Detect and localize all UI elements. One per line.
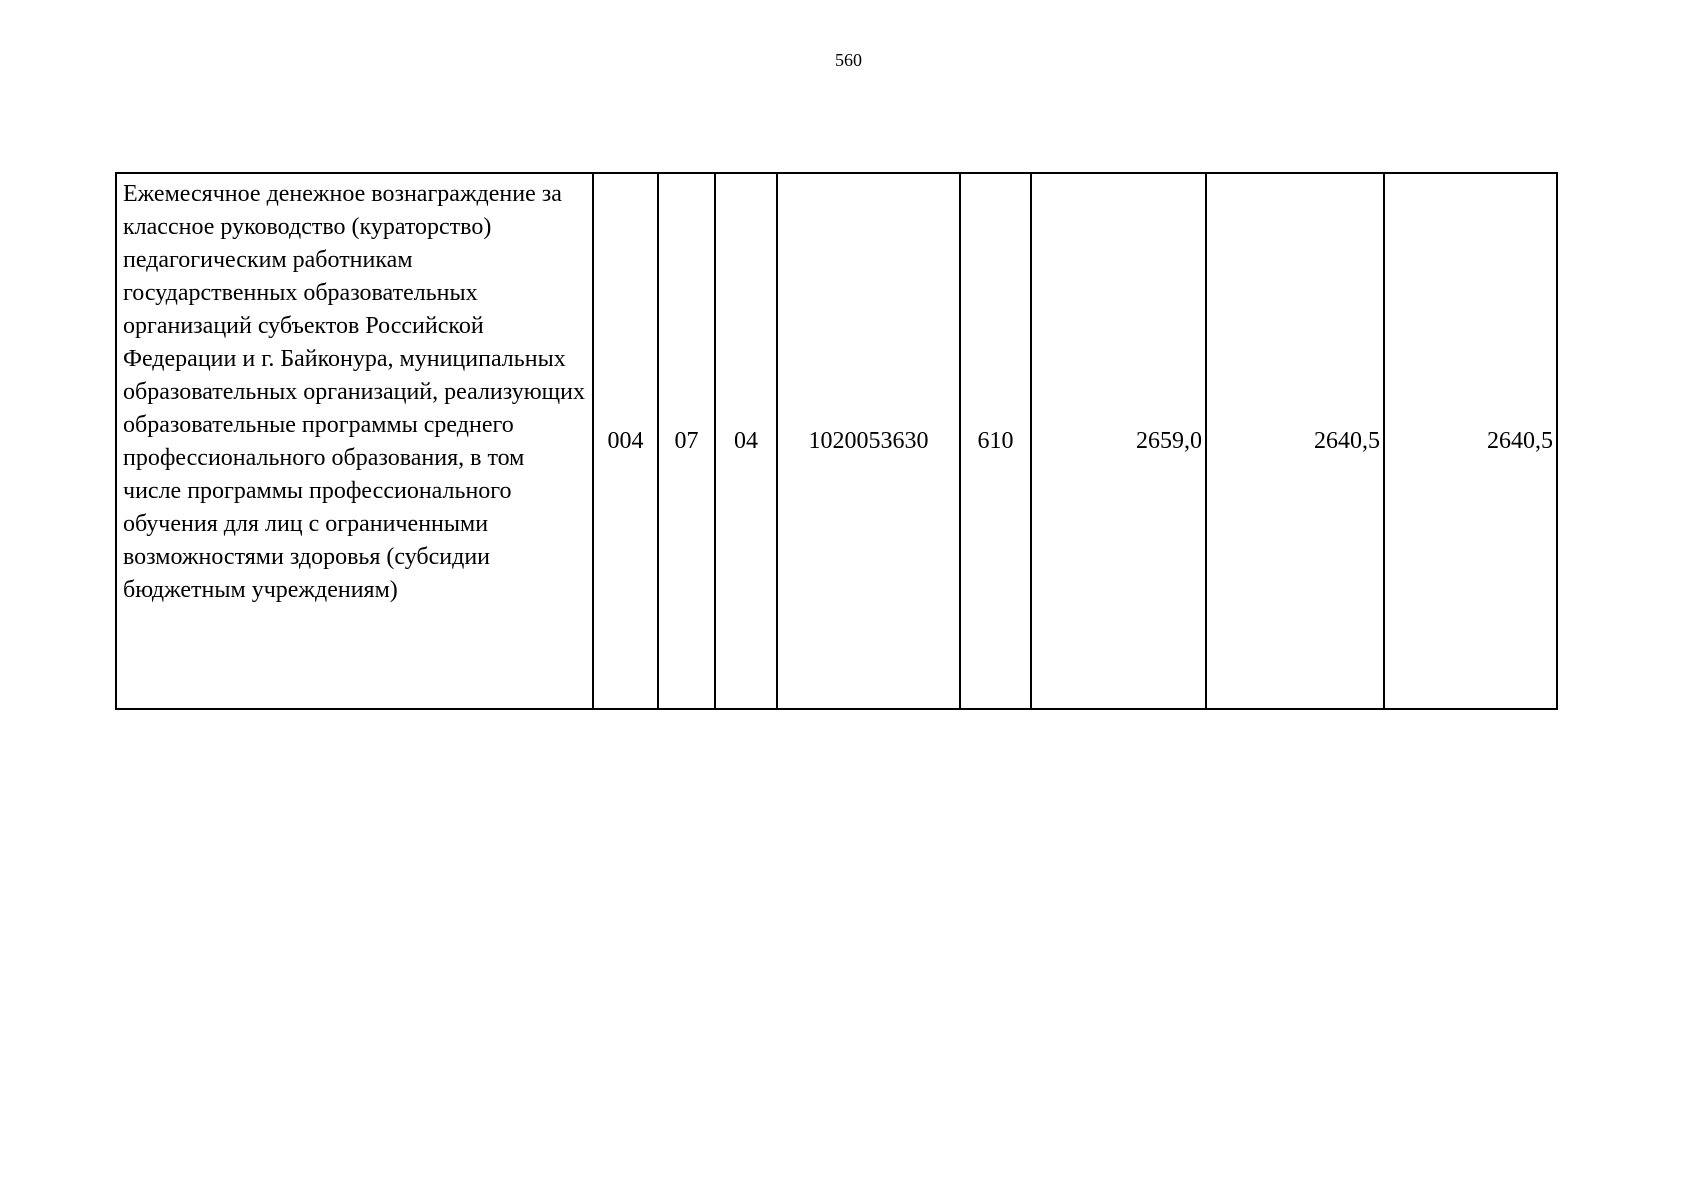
expense-type-cell: 610 [960, 173, 1031, 709]
amount-2-cell: 2640,5 [1206, 173, 1384, 709]
page-number: 560 [835, 50, 862, 70]
budget-table [115, 172, 1558, 710]
amount-3-cell: 2640,5 [1384, 173, 1557, 709]
section-cell: 07 [658, 173, 715, 709]
expense-description-cell [116, 173, 593, 709]
amount-1-cell: 2659,0 [1031, 173, 1206, 709]
subsection-cell: 04 [715, 173, 777, 709]
target-article-cell: 1020053630 [777, 173, 960, 709]
expense-description: Ежемесячное денежное вознаграждение за классное руководство (кураторство) педагогическим работникам государственных образовательных организаций субъектов Российской Федерации и г. Байконура, муниципальных образовательных организаций, реализующих образовательные программы среднего профессионального образования, в том числе программы профессионального обучения для лиц с ограниченными возможностями здоровья (субсидии бюджетным учреждениям) [123, 181, 585, 603]
table-row [116, 173, 1557, 709]
ministry-code-cell: 004 [593, 173, 658, 709]
